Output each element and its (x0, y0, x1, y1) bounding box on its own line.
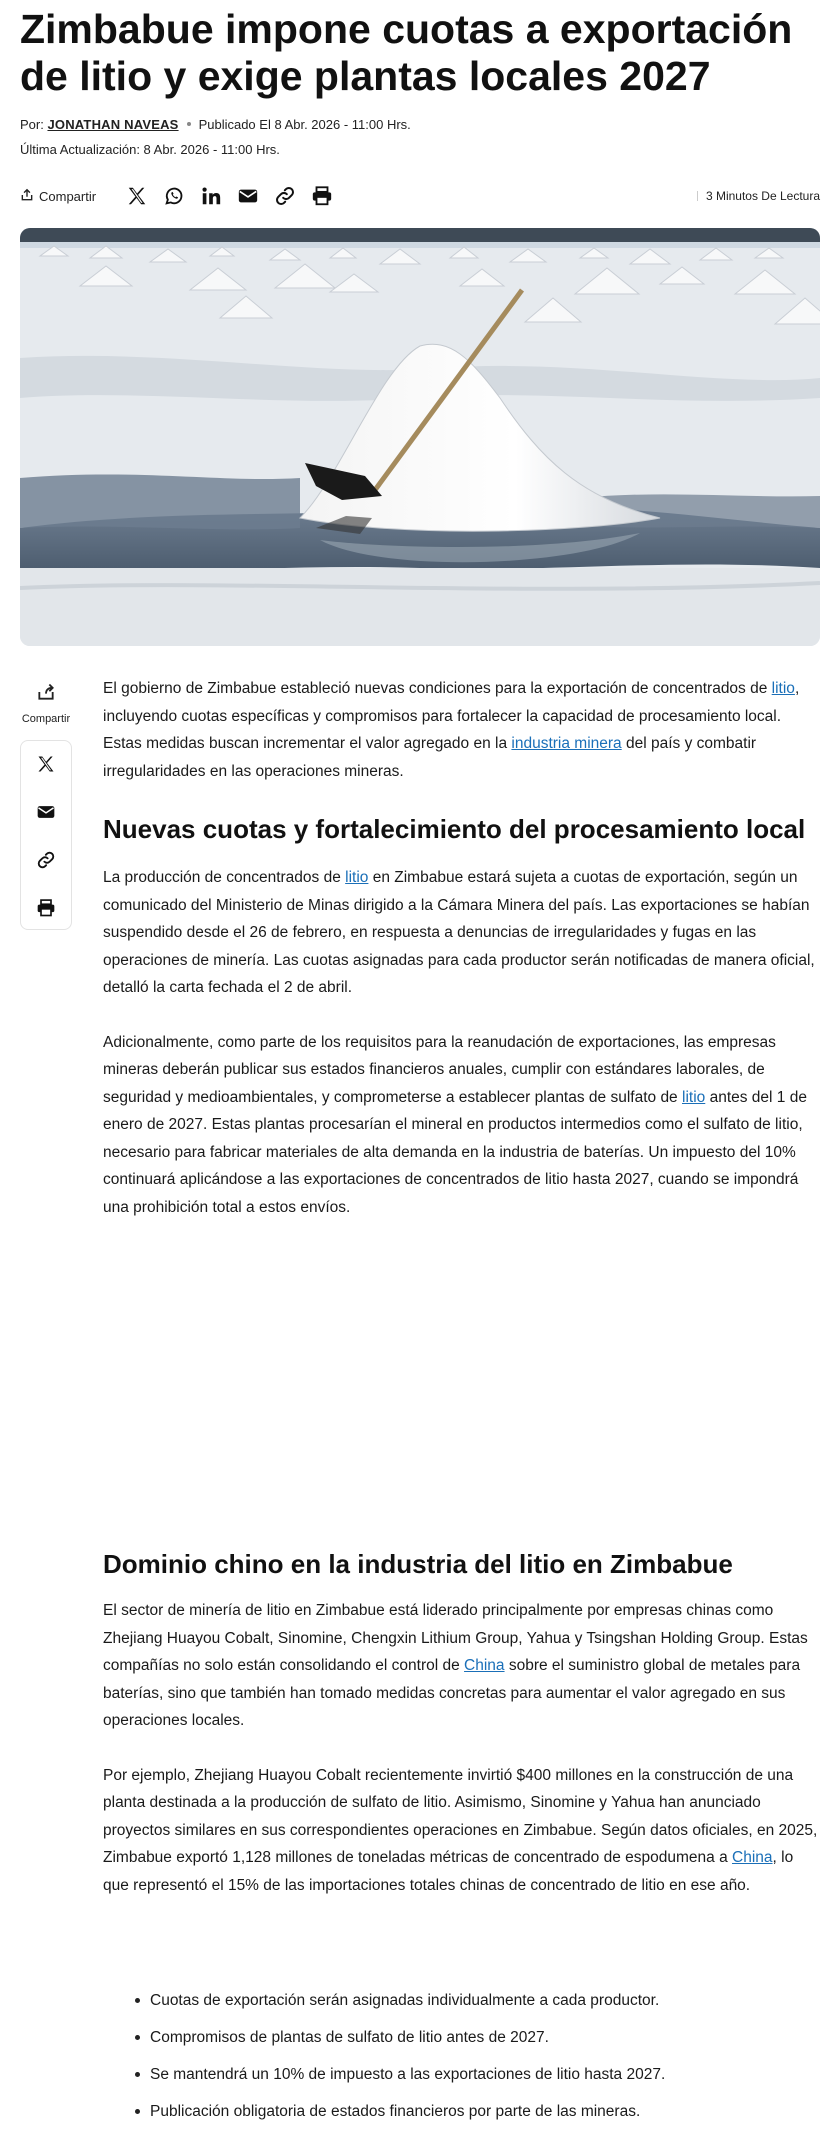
text-span: del país y combatir irregularidades en las operaciones mineras. (103, 735, 757, 780)
byline (20, 117, 411, 132)
published-date: Publicado El 8 Abr. 2026 - 11:00 Hrs. (198, 117, 411, 132)
text-span: Por ejemplo, Zhejiang Huayou Cobalt recientemente invirtió $400 millones en la construcción de una planta destinada a la producción de sulfato de litio. Asimismo, Sinomine y Yahua han anunciado proyectos similares en sus correspondientes operaciones en Zimbabue. Según datos oficiales, en 2025, Zimbabue exportó 1,128 millones de toneladas métricas de concentrado de espodumena a (103, 1766, 818, 1866)
copy-link-icon[interactable] (270, 181, 300, 211)
list-item: Cuotas de exportación serán asignadas individualmente a cada productor. (150, 1990, 820, 2027)
hero-image (20, 228, 820, 646)
x-twitter-icon[interactable] (122, 181, 152, 211)
article-title: Zimbabue impone cuotas a exportación de litio y exige plantas locales 2027 (20, 6, 793, 99)
side-share-label: Compartir (21, 713, 71, 725)
paragraph (103, 1597, 823, 1735)
text-span: La producción de concentrados de (103, 869, 346, 886)
list-item: Publicación obligatoria de estados financieros por parte de las mineras. (150, 2101, 820, 2138)
linkedin-icon[interactable] (196, 181, 226, 211)
text-span: sobre el suministro global de metales para baterías, sino que también han tomado medidas concretas para aumentar el valor agregado en sus operaciones locales. (103, 1657, 801, 1729)
separator-dot (187, 122, 191, 126)
share-arrow-icon (20, 188, 34, 205)
share-arrow-icon (36, 682, 56, 707)
share-bar (20, 181, 820, 211)
section-heading-cuotas: Nuevas cuotas y fortalecimiento del procesamiento local (103, 814, 806, 844)
text-span: , lo que representó el 15% de las importaciones totales chinas de concentrado de litio en ese año. (103, 1849, 794, 1894)
paragraph (103, 864, 823, 1002)
share-button[interactable] (20, 188, 96, 205)
text-span: en Zimbabue estará sujeta a cuotas de exportación, según un comunicado del Ministerio de Minas dirigido a la Cámara Minera del país. Las exportaciones se habían suspendido desde el 26 de febrero, en respuesta a denuncias de irregularidades y fugas en las operaciones de minería. Las cuotas asignadas para cada productor serán notificadas de manera oficial, detalló la carta fechada el 2 de abril. (103, 869, 815, 996)
section-heading-dominio-chino: Dominio chino en la industria del litio en Zimbabue (103, 1549, 733, 1579)
text-span: Adicionalmente, como parte de los requisitos para la reanudación de exportaciones, las empresas mineras deberán publicar sus estados financieros anuales, cumplir con estándares laborales, de seguridad y medioambientales, y comprometerse a establecer plantas de sulfato de (103, 1033, 776, 1106)
text-span: , incluyendo cuotas específicas y compromisos para fortalecer la capacidad de procesamiento local. Estas medidas buscan incrementar el valor agregado en la (103, 680, 800, 752)
list-item: Se mantendrá un 10% de impuesto a las exportaciones de litio hasta 2027. (150, 2064, 820, 2101)
summary-list (150, 1990, 820, 2138)
email-icon[interactable] (233, 181, 263, 211)
text-span: antes del 1 de enero de 2027. Estas plantas procesarían el mineral en productos intermedios como el sulfato de litio, necesario para fabricar materiales de alta demanda en la industria de baterías. Un impuesto del 10% continuará aplicándose a las exportaciones de concentrados de litio hasta 2027, cuando se impondrá una prohibición total a estos envíos. (103, 1088, 807, 1216)
text-span: El sector de minería de litio en Zimbabue está liderado principalmente por empresas chinas como Zhejiang Huayou Cobalt, Sinomine, Chengxin Lithium Group, Yahua y Tsingshan Holding Group. Estas compañías no solo están consolidando el control de (103, 1602, 808, 1674)
updated-date: Última Actualización: 8 Abr. 2026 - 11:00 Hrs. (20, 142, 280, 157)
paragraph (103, 1029, 823, 1222)
link-litio[interactable]: litio (771, 680, 795, 697)
whatsapp-icon[interactable] (159, 181, 189, 211)
read-time-label: 3 Minutos De Lectura (705, 189, 820, 203)
share-label: Compartir (39, 189, 97, 204)
link-china[interactable]: China (464, 1657, 505, 1674)
email-icon[interactable] (31, 797, 61, 827)
side-share-button[interactable] (20, 682, 72, 725)
side-share-panel (20, 682, 72, 930)
intro-paragraph (103, 675, 823, 785)
copy-link-icon[interactable] (31, 845, 61, 875)
byline-prefix: Por: (20, 117, 44, 132)
link-industria-minera[interactable]: industria minera (511, 735, 622, 752)
article-body (103, 675, 823, 1899)
read-time (697, 189, 820, 203)
link-china[interactable]: China (732, 1849, 773, 1866)
x-twitter-icon[interactable] (31, 749, 61, 779)
side-share-icons (20, 740, 72, 930)
text-span: El gobierno de Zimbabue estableció nuevas condiciones para la exportación de concentrados de (103, 680, 772, 697)
divider (697, 191, 698, 201)
author-link[interactable]: JONATHAN NAVEAS (47, 117, 179, 132)
print-icon[interactable] (31, 893, 61, 923)
paragraph (103, 1762, 823, 1900)
list-item: Compromisos de plantas de sulfato de litio antes de 2027. (150, 2027, 820, 2064)
link-litio[interactable]: litio (682, 1088, 706, 1106)
print-icon[interactable] (307, 181, 337, 211)
link-litio[interactable]: litio (345, 869, 369, 886)
